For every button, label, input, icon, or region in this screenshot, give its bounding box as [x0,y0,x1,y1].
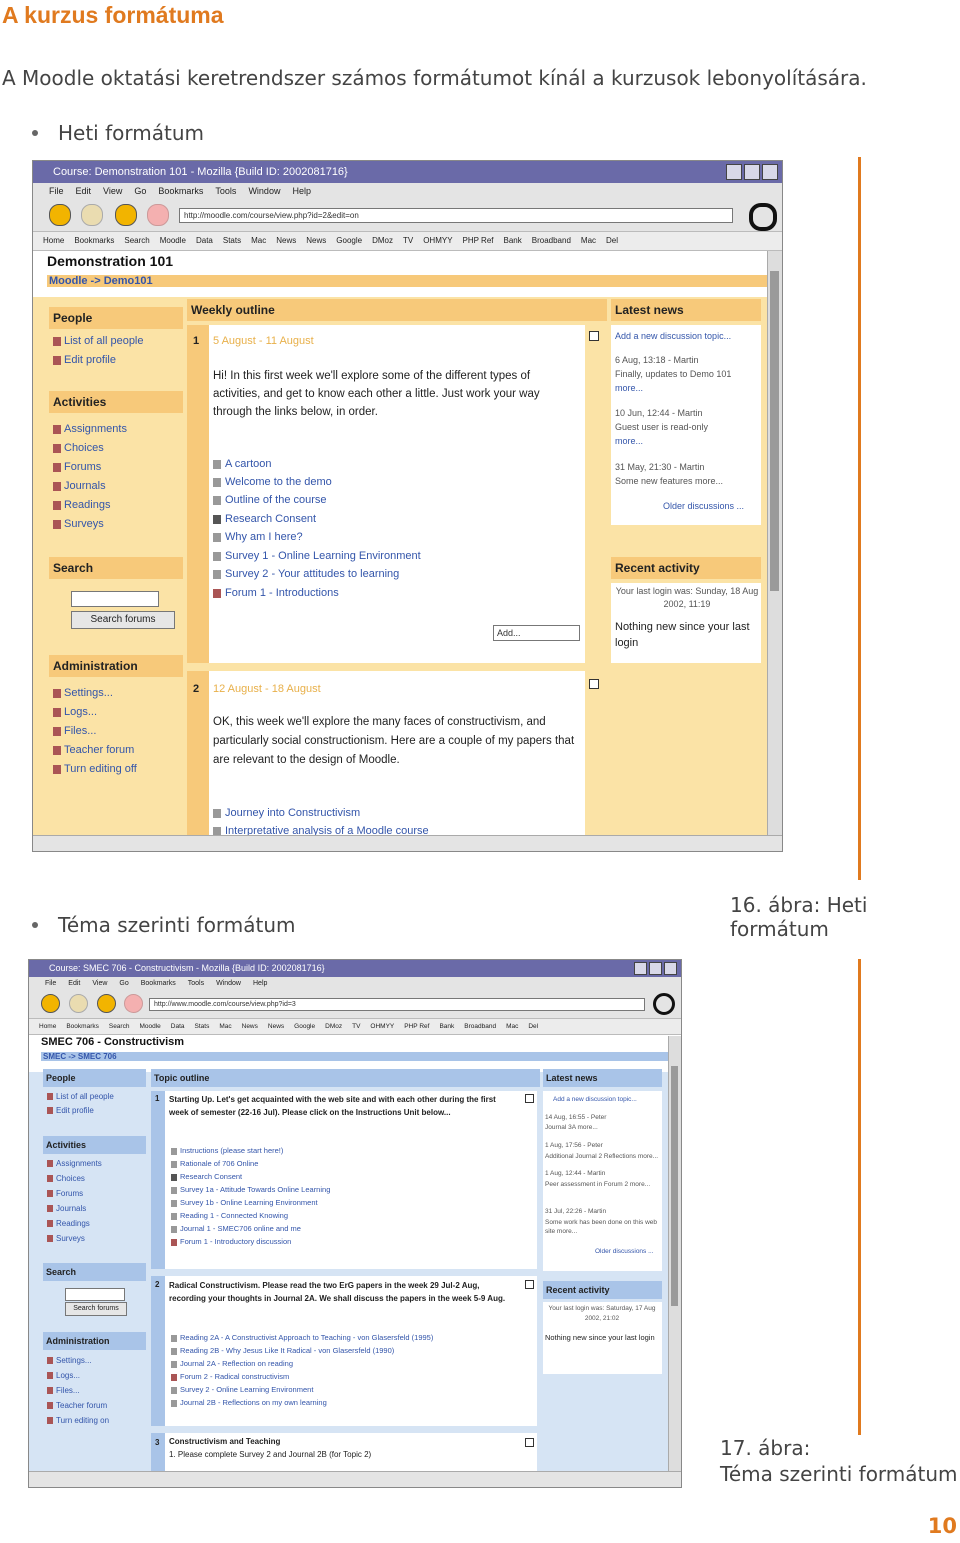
logs-link[interactable]: Logs... [47,1371,80,1380]
section-heading: A kurzus formátuma [2,2,224,28]
week1-activity[interactable]: Survey 1 - Online Learning Environment [213,550,421,562]
list-of-people-link[interactable]: List of all people [47,1092,114,1101]
menu-window[interactable]: Window [248,186,281,196]
bookmarks-toolbar [33,232,782,251]
bookmark-item[interactable]: Mac [580,236,597,245]
journal-icon [171,1226,177,1233]
week2-activity[interactable]: Interpretative analysis of a Moodle course [213,825,429,835]
teacher-forum-icon [53,746,61,755]
settings-icon [53,689,61,698]
bookmark-item[interactable]: Data [170,1023,185,1030]
bookmarks-toolbar [29,1019,681,1035]
week1-activity[interactable]: Welcome to the demo [213,476,332,488]
bookmark-item[interactable]: TV [402,236,414,245]
last-login-text: Your last login was: Saturday, 17 Aug 2002, 21:02 [548,1305,656,1322]
latest-news-title: Latest news [543,1069,662,1087]
bookmark-item[interactable]: Mac [219,1023,232,1030]
week1-activity[interactable]: Forum 1 - Introductions [213,587,339,599]
close-icon[interactable] [762,164,778,180]
forums-link[interactable]: Forums [47,1189,83,1198]
journal-icon [213,533,221,542]
resource-icon [171,1148,177,1155]
breadcrumb[interactable]: SMEC -> SMEC 706 [41,1052,669,1061]
survey-icon [171,1200,177,1207]
search-block-title: Search [43,1263,146,1281]
choice-icon [213,515,221,524]
bookmark-item[interactable]: News [241,1023,258,1030]
survey-icon [171,1387,177,1394]
resource-icon [213,827,221,835]
topic1-activity[interactable]: Forum 1 - Introductory discussion [171,1237,291,1246]
last-login-text: Your last login was: Sunday, 18 Aug 2002, 11:19 [615,586,759,609]
reading-icon [53,501,61,510]
bullet-weekly-label: Heti formátum [58,121,204,145]
settings-link[interactable]: Settings... [47,1356,92,1365]
choices-link[interactable]: Choices [47,1174,85,1183]
recent-activity-title: Recent activity [611,557,761,579]
forum-icon [47,1190,53,1197]
menu-tools[interactable]: Tools [187,980,205,987]
course-title: SMEC 706 - Constructivism [41,1036,185,1048]
show-only-week-icon[interactable] [589,331,599,341]
surveys-link[interactable]: Surveys [53,518,104,530]
stop-icon[interactable] [124,994,143,1013]
news-date: 31 May, 21:30 - Martin [615,462,705,472]
latest-news-title: Latest news [611,299,761,321]
older-discussions-link[interactable]: Older discussions ... [663,501,745,511]
files-icon [47,1387,53,1394]
window-title: Course: SMEC 706 - Constructivism - Mozilla {Build ID: 2002081716} [49,963,325,973]
assignments-link[interactable]: Assignments [53,423,127,435]
week2-summary: OK, this week we'll explore the many faces of constructivism, and particularly social constructionism. Here are a couple of my papers that are relevant to the design of Moodle. [213,716,575,766]
bookmark-item[interactable]: Search [124,236,150,245]
news-text: Finally, updates to Demo 101 [615,369,732,379]
menu-file[interactable]: File [49,186,64,196]
bookmark-item[interactable]: Bookmarks [74,236,115,245]
topic2-summary: Radical Constructivism. Please read the two ErG papers in the week 29 Jul-2 Aug, recording your thoughts in Journal 2A. We shall discuss the papers in the week 5-9 Aug. [169,1281,506,1303]
logs-icon [47,1372,53,1379]
topic2-activity[interactable]: Reading 2B - Why Jesus Like It Radical - von Glasersfeld (1990) [171,1346,394,1355]
news-text: Additional Journal 2 Reflections more... [545,1153,659,1160]
edit-profile-link[interactable]: Edit profile [47,1106,94,1115]
people-block-title: People [49,307,183,329]
menubar [33,183,782,199]
topic2-activity[interactable]: Forum 2 - Radical constructivism [171,1372,289,1381]
add-activity-select[interactable]: Add... [493,625,580,641]
figure-16-caption: 16. ábra: Heti formátum [730,893,868,941]
journals-link[interactable]: Journals [47,1204,86,1213]
recent-activity-title: Recent activity [543,1281,662,1299]
menu-go[interactable]: Go [119,980,129,987]
bookmark-item[interactable]: News [276,236,297,245]
window-titlebar [33,161,782,183]
choices-link[interactable]: Choices [53,442,104,454]
topic1-number: 1 [155,1094,160,1103]
choice-icon [171,1174,177,1181]
menu-edit[interactable]: Edit [75,186,92,196]
menu-view[interactable]: View [103,186,123,196]
figure-17-caption-line1: 17. ábra: [720,1436,811,1460]
stop-icon[interactable] [147,204,169,226]
teacher-forum-link[interactable]: Teacher forum [47,1401,107,1410]
menu-edit[interactable]: Edit [68,980,81,987]
bookmark-item[interactable]: Bank [503,236,522,245]
resource-icon [171,1161,177,1168]
bookmark-item[interactable]: DMoz [372,236,393,245]
show-only-topic-icon[interactable] [525,1094,534,1103]
people-block-title: People [43,1069,146,1087]
surveys-link[interactable]: Surveys [47,1234,85,1243]
bookmark-item[interactable]: Moodle [139,1023,161,1030]
add-discussion-link[interactable]: Add a new discussion topic... [553,1096,637,1103]
navigation-toolbar [29,990,681,1019]
bookmark-item[interactable]: News [267,1023,285,1030]
topic3-text: 1. Please complete Survey 2 and Journal 2B (for Topic 2) [169,1450,372,1459]
topic1-activity[interactable]: Reading 1 - Connected Knowing [171,1211,288,1220]
search-forums-button[interactable]: Search forums [71,611,175,629]
assignment-icon [53,425,61,434]
edit-icon [53,765,61,774]
menu-help[interactable]: Help [253,980,268,987]
bullet-topic-format [58,913,296,937]
survey-icon [213,552,221,561]
maximize-icon[interactable] [744,164,760,180]
bookmark-item[interactable]: OHMYY [423,236,453,245]
week1-activity[interactable]: Survey 2 - Your attitudes to learning [213,568,399,580]
bookmark-item[interactable]: Home [43,236,65,245]
topic2-activity[interactable]: Reading 2A - A Constructivist Approach to Teaching - von Glasersfeld (1995) [171,1333,433,1342]
scrollbar-thumb[interactable] [770,271,779,591]
topic1-activity[interactable]: Research Consent [171,1172,242,1181]
week1-summary: Hi! In this first week we'll explore some of the different types of activities, and get to know each other a little. Just work your way through the links below, in order. [213,370,540,418]
search-block-title: Search [49,557,183,579]
topic2-activity[interactable]: Journal 2A - Reflection on reading [171,1359,293,1368]
news-date: 31 Jul, 22:26 - Martin [545,1208,607,1215]
list-of-people-link[interactable]: List of all people [53,335,144,347]
settings-icon [47,1357,53,1364]
caption-rule [858,959,861,1435]
profile-icon [53,356,61,365]
close-icon[interactable] [664,962,677,975]
week1-activity[interactable]: Outline of the course [213,494,327,506]
files-icon [53,727,61,736]
survey-icon [47,1235,53,1242]
forum-icon [171,1239,177,1246]
bookmark-item[interactable]: Bookmarks [66,1023,99,1030]
topic3-number: 3 [155,1438,160,1447]
logs-icon [53,708,61,717]
throbber-icon [749,203,777,231]
menu-help[interactable]: Help [292,186,311,196]
bookmark-item[interactable]: PHP Ref [462,236,494,245]
window-title: Course: Demonstration 101 - Mozilla {Build ID: 2002081716} [53,166,348,178]
edit-icon [47,1417,53,1424]
bookmark-item[interactable]: Search [108,1023,130,1030]
bullet-topic-label: Téma szerinti formátum [58,913,296,937]
resource-icon [213,460,221,469]
topic-format-screenshot [28,959,682,1488]
topic2-side [151,1276,165,1426]
topic3-title: Constructivism and Teaching [169,1437,281,1446]
week1-activity[interactable]: Research Consent [213,513,316,525]
bookmark-item[interactable]: Stats [222,236,242,245]
bookmark-item[interactable]: Google [336,236,363,245]
back-icon[interactable] [41,994,60,1013]
topic1-activity[interactable]: Survey 1b - Online Learning Environment [171,1198,318,1207]
maximize-icon[interactable] [649,962,662,975]
topic1-activity[interactable]: Rationale of 706 Online [171,1159,258,1168]
survey-icon [171,1187,177,1194]
bookmark-item[interactable]: Moodle [159,236,186,245]
news-more-link[interactable]: more... [615,436,644,446]
topic1-activity[interactable]: Journal 1 - SMEC706 online and me [171,1224,301,1233]
breadcrumb[interactable]: Moodle -> Demo101 [47,275,768,287]
forward-icon[interactable] [81,204,103,226]
bookmark-item[interactable]: Del [606,236,619,245]
reading-icon [171,1335,177,1342]
turn-editing-link[interactable]: Turn editing on [47,1416,109,1425]
bookmark-item[interactable]: Broadband [464,1023,497,1030]
week2-activity[interactable]: Journey into Constructivism [213,807,360,819]
turn-editing-link[interactable]: Turn editing off [53,763,137,775]
back-icon[interactable] [49,204,71,226]
menu-view[interactable]: View [92,980,108,987]
course-title: Demonstration 101 [47,253,174,269]
search-forums-button[interactable]: Search forums [65,1302,127,1316]
journal-icon [47,1205,53,1212]
nothing-new-text: Nothing new since your last login [615,621,750,649]
throbber-icon [653,993,675,1015]
week2-number: 2 [193,683,200,695]
files-link[interactable]: Files... [53,725,96,737]
reload-icon[interactable] [97,994,116,1013]
weekly-format-screenshot [32,160,783,852]
readings-link[interactable]: Readings [53,499,110,511]
news-text: Some work has been done on this web site more... [545,1219,658,1235]
assignments-link[interactable]: Assignments [47,1159,102,1168]
menubar [29,977,681,990]
forum-icon [213,589,221,598]
people-icon [47,1093,53,1100]
bookmark-item[interactable]: Google [294,1023,316,1030]
settings-link[interactable]: Settings... [53,687,113,699]
news-date: 1 Aug, 12:44 - Martin [545,1170,606,1177]
week1-side [187,325,209,663]
news-text: Some new features more... [615,476,724,486]
caption-rule [858,157,861,880]
week1-activity[interactable]: A cartoon [213,458,271,470]
news-text: Journal 3A more... [545,1124,598,1131]
topic-course-page [29,1036,669,1471]
bookmark-item[interactable]: Data [195,236,213,245]
bullet-dot-icon [32,922,38,928]
weekly-course-page [33,251,768,835]
reading-icon [171,1348,177,1355]
topic1-activity[interactable]: Instructions (please start here!) [171,1146,283,1155]
search-input[interactable] [65,1288,125,1301]
window-titlebar [29,960,681,977]
topic2-activity[interactable]: Journal 2B - Reflections on my own learning [171,1398,327,1407]
search-input[interactable] [71,591,159,607]
files-link[interactable]: Files... [47,1386,80,1395]
activities-block-title: Activities [43,1136,146,1154]
topic1-activity[interactable]: Survey 1a - Attitude Towards Online Learning [171,1185,330,1194]
topic2-activity[interactable]: Survey 2 - Online Learning Environment [171,1385,313,1394]
readings-link[interactable]: Readings [47,1219,90,1228]
activities-block-title: Activities [49,391,183,413]
choice-icon [53,444,61,453]
bookmark-item[interactable]: Bank [439,1023,455,1030]
topic1-side [151,1091,165,1269]
teacher-forum-link[interactable]: Teacher forum [53,744,134,756]
status-bar [29,1471,681,1487]
admin-block-title: Administration [49,655,183,677]
news-date: 6 Aug, 13:18 - Martin [615,355,699,365]
news-date: 10 Jun, 12:44 - Martin [615,408,703,418]
topic1-summary: Starting Up. Let's get acquainted with the web site and with each other during the first week of semester (22-16 Jul). Please click on the Instructions Unit below... [169,1095,496,1117]
bookmark-item[interactable]: Del [528,1023,539,1030]
survey-icon [213,570,221,579]
menu-file[interactable]: File [45,980,57,987]
status-bar [33,835,782,851]
menu-go[interactable]: Go [134,186,147,196]
survey-icon [53,520,61,529]
week1-number: 1 [193,335,200,347]
admin-block-title: Administration [43,1332,146,1350]
minimize-icon[interactable] [726,164,742,180]
page-number: 10 [927,1514,957,1538]
vertical-scrollbar[interactable] [767,251,782,835]
forum-icon [171,1374,177,1381]
bullet-weekly-format [58,121,204,145]
menu-window[interactable]: Window [216,980,241,987]
reload-icon[interactable] [115,204,137,226]
teacher-forum-icon [47,1402,53,1409]
edit-profile-link[interactable]: Edit profile [53,354,116,366]
vertical-scrollbar[interactable] [668,1036,681,1471]
news-more-link[interactable]: more... [615,383,644,393]
news-text: Guest user is read-only [615,422,709,432]
resource-icon [213,478,221,487]
week1-activity[interactable]: Why am I here? [213,531,303,543]
profile-icon [47,1107,53,1114]
forums-link[interactable]: Forums [53,461,101,473]
bookmark-item[interactable]: Stats [194,1023,210,1030]
menu-bookmarks[interactable]: Bookmarks [158,186,204,196]
forum-icon [53,463,61,472]
reading-icon [171,1213,177,1220]
logs-link[interactable]: Logs... [53,706,97,718]
add-discussion-link[interactable]: Add a new discussion topic... [615,331,732,341]
news-date: 14 Aug, 16:55 - Peter [545,1114,607,1121]
bookmark-item[interactable]: DMoz [325,1023,343,1030]
week2-dates: 12 August - 18 August [213,683,321,695]
bookmark-item[interactable]: Broadband [531,236,571,245]
weekly-outline-title: Weekly outline [187,299,607,321]
week1-dates: 5 August - 11 August [213,335,314,347]
resource-icon [213,809,221,818]
navigation-toolbar [33,199,782,232]
url-input[interactable]: http://moodle.com/course/view.php?id=2&edit=on [179,208,733,223]
journal-icon [171,1361,177,1368]
bullet-dot-icon [32,130,38,136]
forward-icon[interactable] [69,994,88,1013]
minimize-icon[interactable] [634,962,647,975]
people-icon [53,337,61,346]
menu-bookmarks[interactable]: Bookmarks [140,980,176,987]
week2-side [187,671,209,835]
bookmark-item[interactable]: Mac [251,236,267,245]
news-text: Peer assessment in Forum 2 more... [545,1181,651,1188]
topic2-number: 2 [155,1280,160,1289]
intro-paragraph: A Moodle oktatási keretrendszer számos formátumot kínál a kurzusok lebonyolítására. [2,66,867,90]
resource-icon [213,496,221,505]
reading-icon [47,1220,53,1227]
assignment-icon [47,1160,53,1167]
bookmark-item[interactable]: Home [39,1023,57,1030]
choice-icon [47,1175,53,1182]
bookmark-item[interactable]: Mac [506,1023,519,1030]
topic-outline-title: Topic outline [151,1069,540,1087]
show-only-topic-icon[interactable] [525,1438,534,1447]
older-discussions-link[interactable]: Older discussions ... [595,1248,654,1255]
nothing-new-text: Nothing new since your last login [545,1333,655,1342]
journal-icon [53,482,61,491]
bookmark-item[interactable]: PHP Ref [404,1023,430,1030]
scrollbar-thumb[interactable] [671,1066,678,1306]
figure-17-caption-line2: Téma szerinti formátum [720,1462,958,1486]
bookmark-item[interactable]: TV [352,1023,361,1030]
journals-link[interactable]: Journals [53,480,106,492]
news-date: 1 Aug, 17:56 - Peter [545,1142,603,1149]
show-only-week-icon[interactable] [589,679,599,689]
menu-tools[interactable]: Tools [215,186,237,196]
url-input[interactable]: http://www.moodle.com/course/view.php?id=3 [149,998,645,1011]
journal-icon [171,1400,177,1407]
bookmark-item[interactable]: OHMYY [370,1023,395,1030]
bookmark-item[interactable]: News [306,236,327,245]
show-only-topic-icon[interactable] [525,1280,534,1289]
